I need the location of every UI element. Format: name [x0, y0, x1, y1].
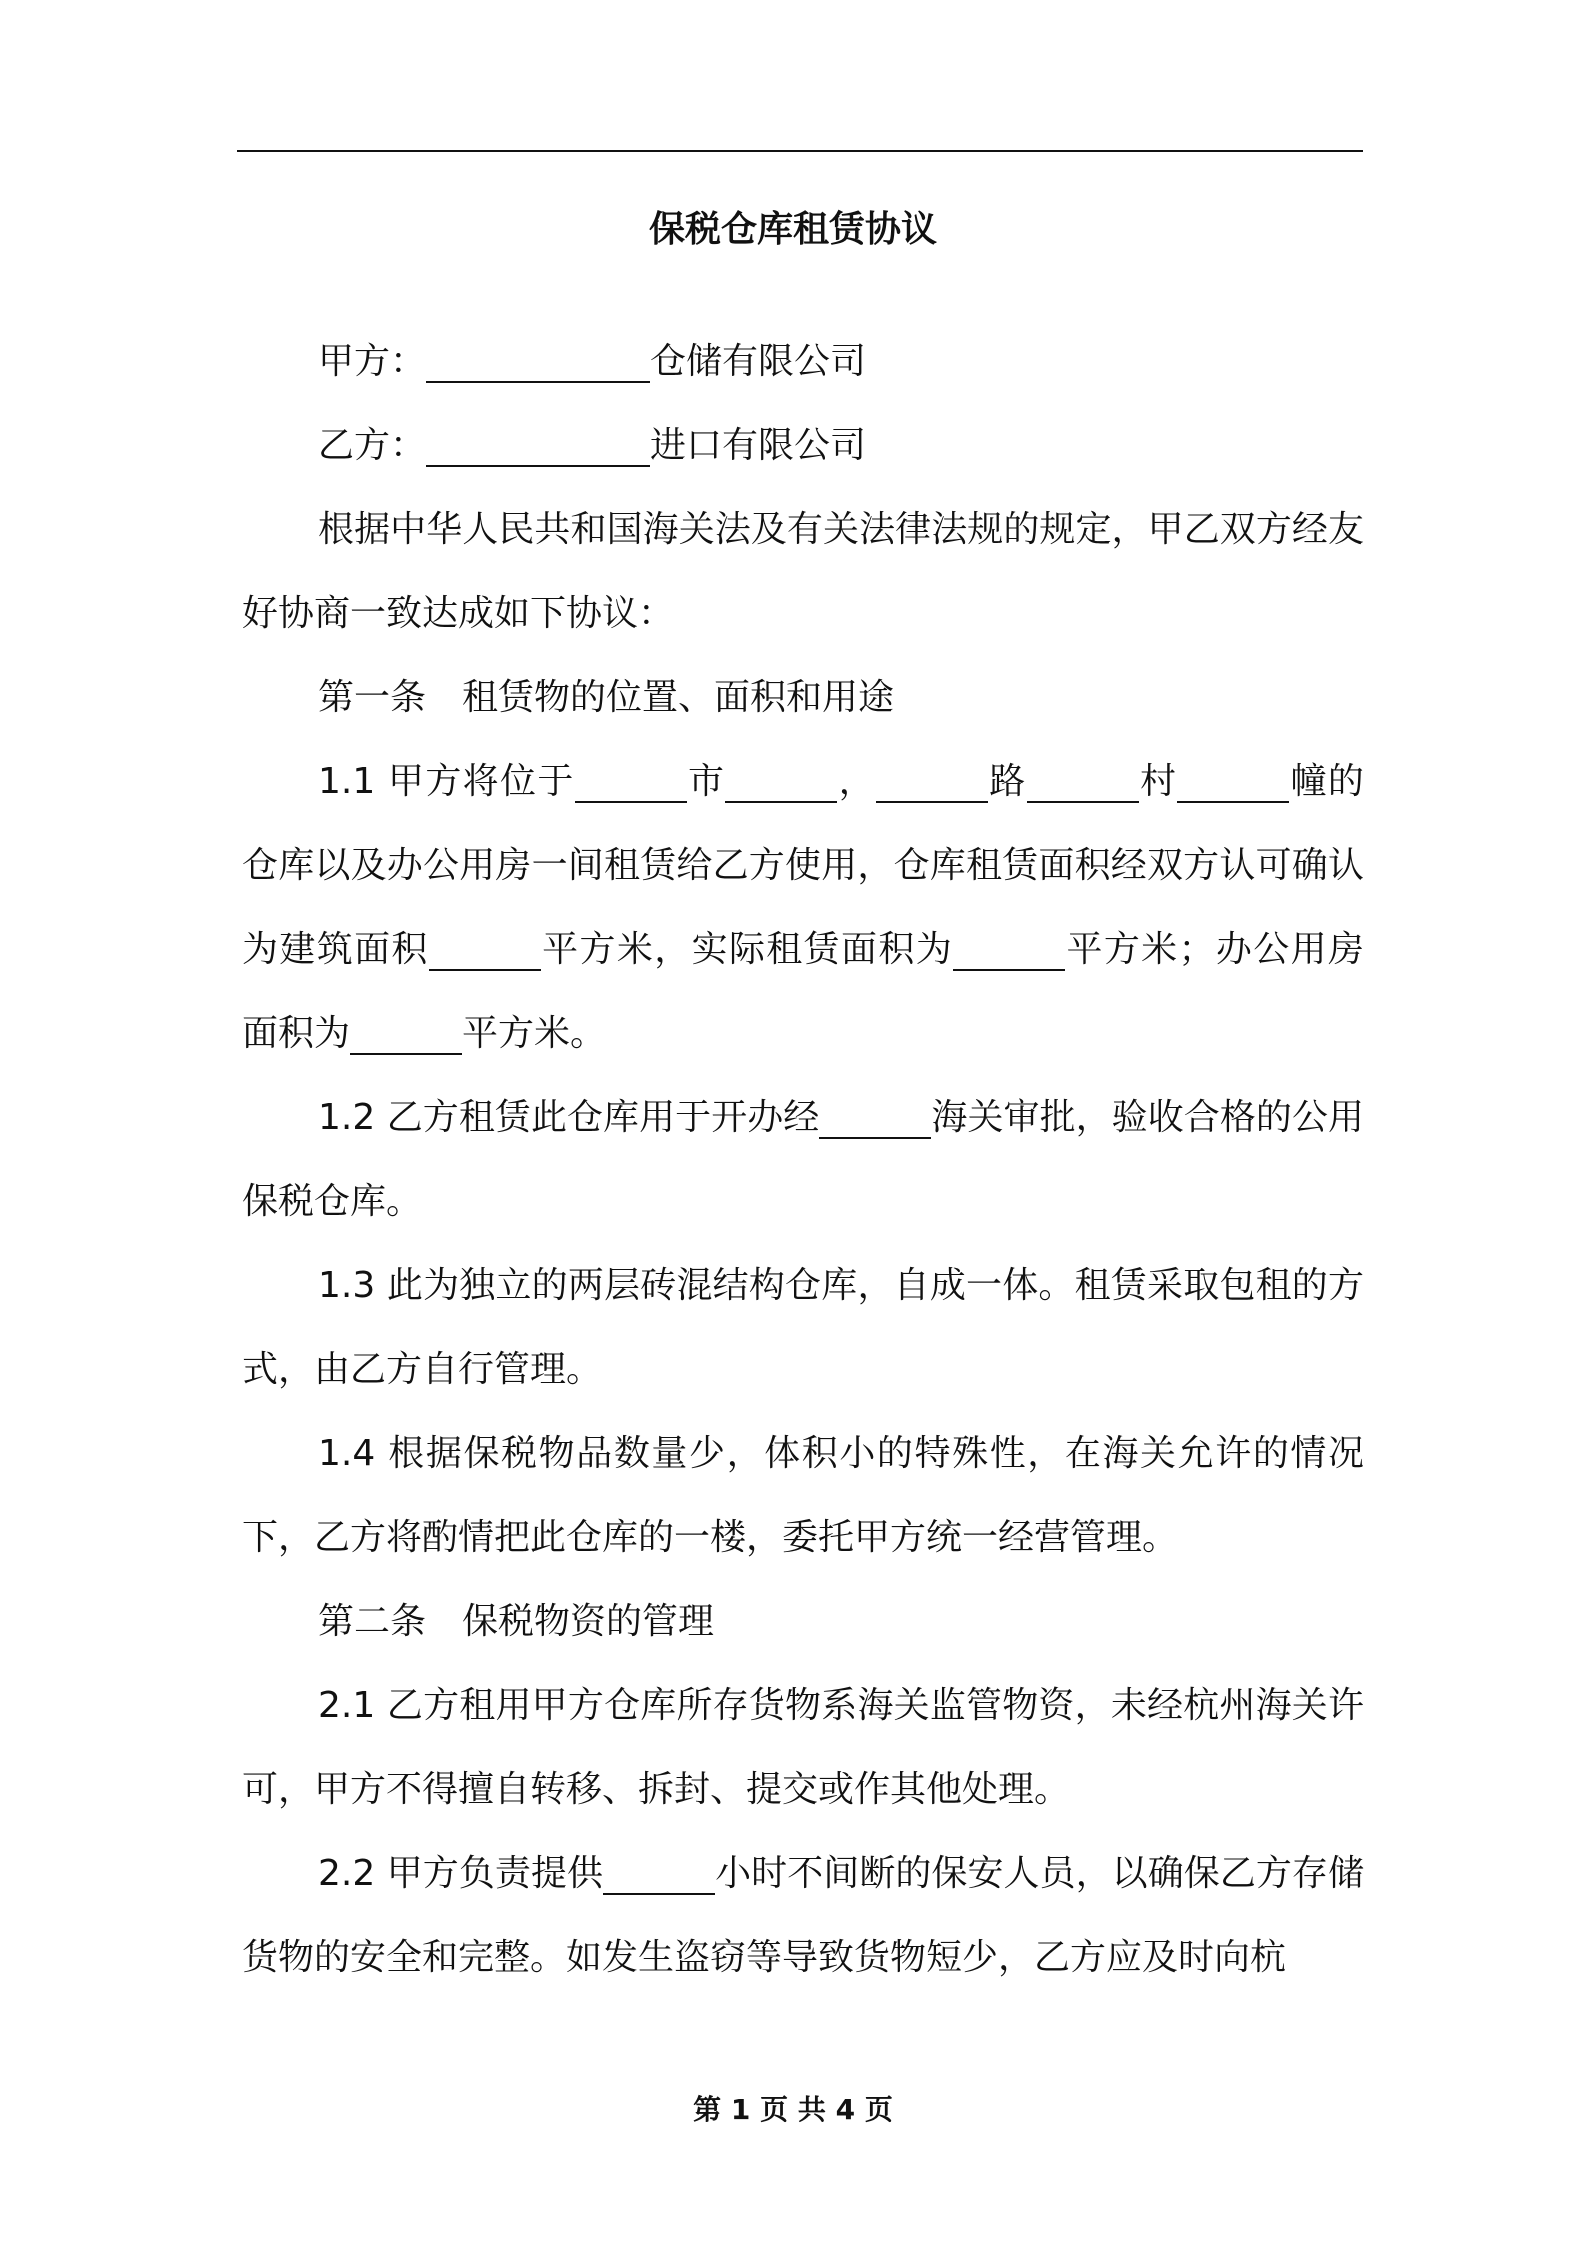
clause-text: 路	[987, 761, 1027, 802]
page-number: 第 1 页 共 4 页	[693, 2093, 893, 2126]
party-a-name: 仓储有限公司	[650, 341, 867, 382]
blank-field	[1177, 763, 1289, 803]
clause-text: 1.2 乙方租赁此仓库用于开办经	[318, 1097, 820, 1138]
clause-text: 村	[1138, 761, 1178, 802]
party-b-name: 进口有限公司	[650, 425, 867, 466]
document-body	[242, 320, 1364, 2000]
clause-text: 市	[686, 761, 726, 802]
blank-field	[575, 763, 687, 803]
blank-field	[725, 763, 837, 803]
clause-text: 平方米。	[462, 1013, 607, 1054]
party-b-blank	[426, 427, 650, 467]
preamble-paragraph: 根据中华人民共和国海关法及有关法律法规的规定，甲乙双方经友好协商一致达成如下协议：	[242, 509, 1364, 634]
clause-text: 小时不间断的保安人员，以确保乙方存储货物的安全和完整。如发生盗窃等导致货物短少，乙方应及时向杭	[242, 1853, 1364, 1978]
party-a-label: 甲方：	[318, 341, 427, 382]
article-1-heading: 第一条 租赁物的位置、面积和用途	[318, 677, 895, 718]
party-a-line	[242, 320, 1364, 404]
blank-field	[1027, 763, 1139, 803]
blank-field	[953, 931, 1065, 971]
clause-1-2	[242, 1076, 1364, 1244]
clause-text: 幢的仓库以及办公用房一间租赁给乙方使用，仓库租赁面积经双方认可确认为建筑面积	[242, 761, 1364, 970]
clause-1-3: 1.3 此为独立的两层砖混结构仓库，自成一体。租赁采取包租的方式，由乙方自行管理。	[242, 1265, 1364, 1390]
clause-text: 平方米；办公用房面积为	[242, 929, 1364, 1054]
clause-2-2	[242, 1832, 1364, 2000]
article-2-heading: 第二条 保税物资的管理	[318, 1601, 715, 1642]
clause-text: 1.1 甲方将位于	[318, 761, 575, 802]
clause-text: ，	[837, 761, 876, 802]
blank-field	[350, 1015, 462, 1055]
party-b-line	[242, 404, 1364, 488]
clause-1-1	[242, 740, 1364, 1076]
clause-text: 海关审批，验收合格的公用保税仓库。	[242, 1097, 1364, 1222]
party-a-blank	[426, 343, 650, 383]
header-rule	[237, 150, 1363, 152]
document-title: 保税仓库租赁协议	[648, 209, 937, 250]
blank-field	[603, 1855, 715, 1895]
blank-field	[819, 1099, 931, 1139]
clause-text: 平方米，实际租赁面积为	[540, 929, 954, 970]
clause-1-4: 1.4 根据保税物品数量少，体积小的特殊性，在海关允许的情况下，乙方将酌情把此仓库的一楼，委托甲方统一经营管理。	[242, 1433, 1364, 1558]
blank-field	[429, 931, 541, 971]
party-b-label: 乙方：	[318, 425, 427, 466]
blank-field	[876, 763, 988, 803]
clause-2-1: 2.1 乙方租用甲方仓库所存货物系海关监管物资，未经杭州海关许可，甲方不得擅自转移、拆封、提交或作其他处理。	[242, 1685, 1364, 1810]
clause-text: 2.2 甲方负责提供	[318, 1853, 604, 1894]
